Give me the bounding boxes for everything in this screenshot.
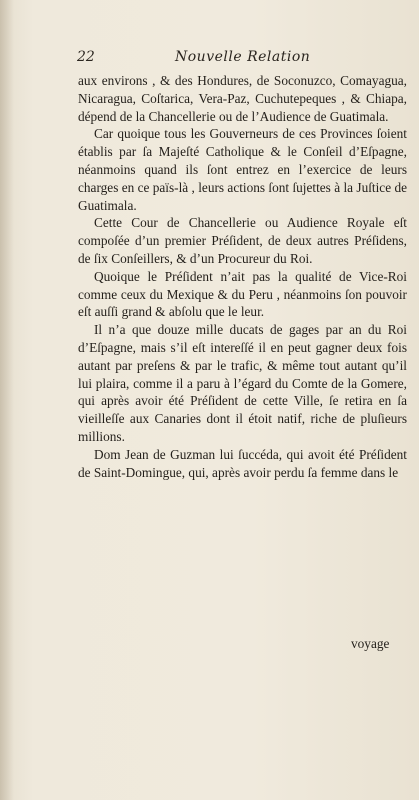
paragraph: Car quoique tous les Gouverneurs de ces Provinces ſoient établis par ſa Majeſté Catholique & le Conſeil d’Eſpagne, néanmoins quand ils ſont entrez en l’exercice de leurs charges en ce païs-là , leurs actions ſont ſujettes à la Juſtice de Guatimala. [78,126,407,213]
gutter-shadow [0,0,14,800]
running-title: Nouvelle Relation [175,49,311,65]
body-text [78,72,407,481]
page-number: 22 [77,49,95,65]
paragraph: Cette Cour de Chancellerie ou Audience Royale eſt compoſée d’un premier Préſident, de deux autres Préſidens, de ſix Conſeillers, & d’un Procureur du Roi. [78,215,407,266]
page-header [77,49,409,69]
paragraph: Quoique le Préſident n’ait pas la qualité de Vice-Roi comme ceux du Mexique & du Peru , néanmoins ſon pouvoir eſt auſſi grand & abſolu que le leur. [78,268,407,320]
catchword: voyage [351,636,390,651]
paragraph: Dom Jean de Guzman lui ſuccéda, qui avoit été Préſident de Saint-Domingue, qui, après avoir perdu ſa femme dans le [78,446,407,480]
paragraph: Il n’a que douze mille ducats de gages par an du Roi d’Eſpagne, mais s’il eſt intereſſé il en peut gagner deux fois autant par preſens & par le trafic, & même tout autant qu’il lui plaira, comme il a paru à l’égard du Comte de la Gomere, qui après avoir été Préſident de cette Ville, ſe retira en ſa vieilleſſe aux Canaries dont il étoit natif, riche de pluſieurs millions. [78,322,407,444]
paragraph-continued: aux environs , & des Hondures, de Soconuzco, Comayagua, Nicaragua, Coſtarica, Vera-Paz, Cuchutepeques , & Chiapa, dépend de la Chancellerie ou de l’Audience de Guatimala. [78,73,407,124]
